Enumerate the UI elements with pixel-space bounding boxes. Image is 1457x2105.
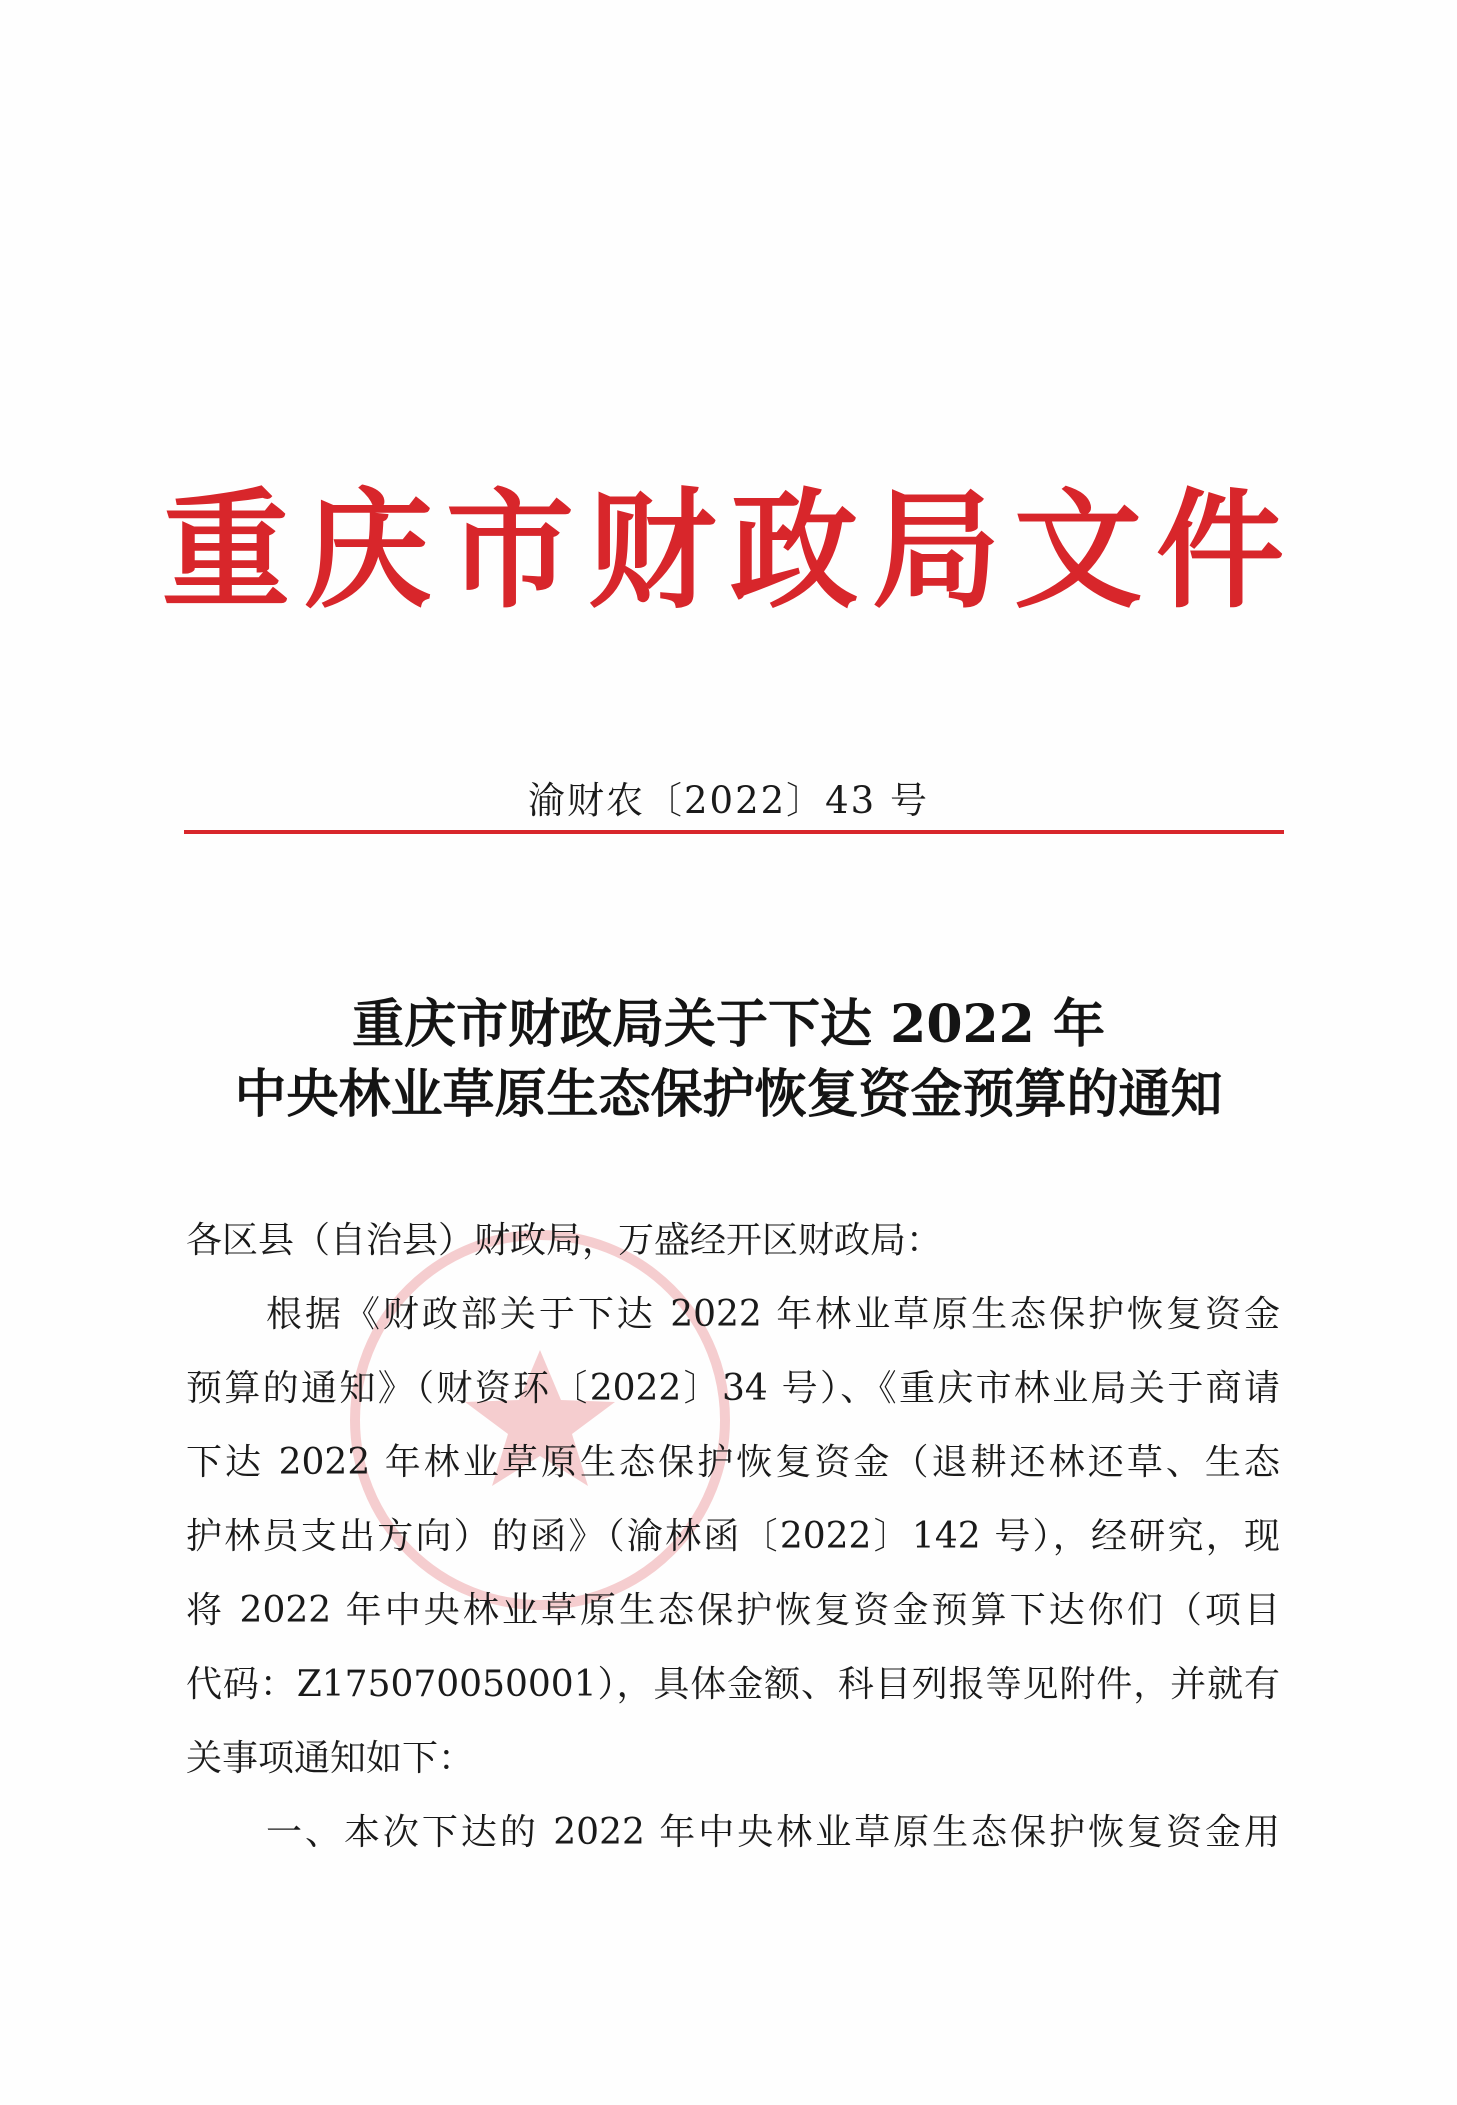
paragraph-1-line: 预算的通知》（财资环〔2022〕34 号）、《重庆市林业局关于商请 (186, 1368, 1280, 1409)
item-1-line: 一、本次下达的 2022 年中央林业草原生态保护恢复资金用 (266, 1812, 1280, 1853)
notice-body (186, 1204, 1280, 1870)
paragraph-1-line: 护林员支出方向）的函》（渝林函〔2022〕142 号），经研究，现 (186, 1516, 1280, 1557)
agency-header-title: 重庆市财政局文件 (161, 477, 1298, 626)
addressee-line: 各区县（自治县）财政局，万盛经开区财政局： (186, 1220, 943, 1261)
header-divider (184, 830, 1284, 834)
paragraph-1-line: 根据《财政部关于下达 2022 年林业草原生态保护恢复资金 (266, 1294, 1280, 1335)
paragraph-1-line: 下达 2022 年林业草原生态保护恢复资金（退耕还林还草、生态 (186, 1442, 1280, 1483)
document-number: 渝财农〔2022〕43 号 (527, 779, 929, 822)
notice-title-line-1: 重庆市财政局关于下达 2022 年 (352, 994, 1105, 1055)
notice-title-line-2: 中央林业草原生态保护恢复资金预算的通知 (234, 1064, 1223, 1125)
paragraph-1-line: 代码：Z175070050001），具体金额、科目列报等见附件，并就有 (186, 1664, 1280, 1705)
paragraph-1-line: 关事项通知如下： (186, 1738, 475, 1779)
paragraph-1-line: 将 2022 年中央林业草原生态保护恢复资金预算下达你们（项目 (186, 1590, 1280, 1631)
